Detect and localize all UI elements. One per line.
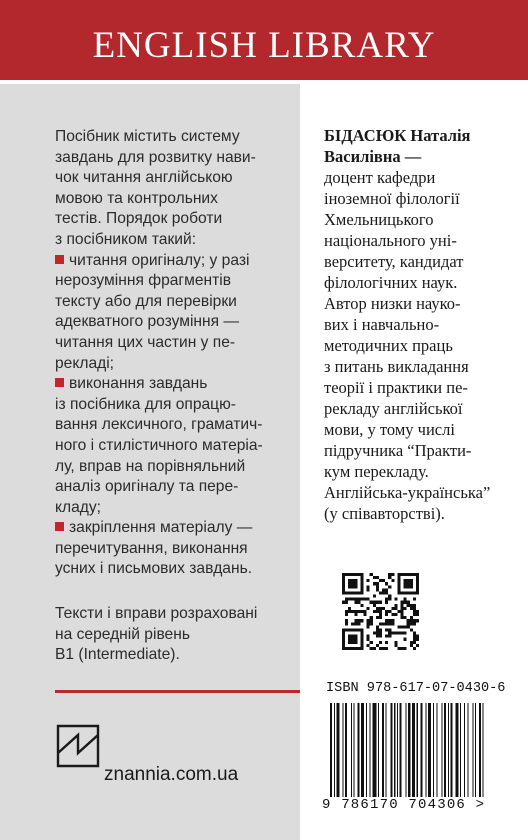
bio-line: з питань викладання [324,357,469,376]
barcode-icon [330,703,510,797]
bio-line: національного уні- [324,231,457,250]
text-line: мовою та контрольних [55,189,218,207]
level-paragraph [55,604,300,666]
description-text [55,127,300,666]
bio-line: Автор низки науко- [324,294,461,313]
bullet-item-3 [55,518,300,580]
bio-line: Англійська-українська” [324,483,491,502]
text-line: тестів. Порядок роботи [55,210,223,228]
text-line: із посібника для опрацю- [55,395,237,413]
text-line: тексту або для перевірки [55,292,237,310]
isbn-label: ISBN 978-617-07-0430-6 [326,681,506,696]
bio-line: іноземної філології [324,189,460,208]
bullet-square-icon [55,522,64,531]
publisher-website: znannia.com.ua [104,764,239,785]
bio-line: методичних праць [324,336,453,355]
header-banner [0,0,528,82]
bullet-square-icon [55,378,64,387]
bio-line: мови, у тому числі [324,420,455,439]
bio-line: Хмельницького [324,210,434,229]
text-line: вання лексичного, граматич- [55,416,263,434]
author-name: БІДАСЮК Наталія [324,126,471,145]
bio-line: доцент кафедри [324,168,436,187]
bio-line: філологічних наук. [324,273,458,292]
bullet-item-2 [55,374,300,518]
znannia-logo-icon [55,723,101,769]
author-bio [324,125,528,524]
text-line: читання оригіналу; у разі [69,251,250,269]
bio-line: кум перекладу. [324,462,429,481]
text-line: з посібником такий: [55,230,197,248]
qr-code-icon [342,573,419,650]
bio-line: вих і навчально- [324,315,440,334]
text-line: виконання завдань [69,375,208,393]
left-divider [55,690,300,693]
bio-line: теорії і практики пе- [324,378,468,397]
intro-paragraph [55,127,300,251]
text-line: усних і письмових завдань. [55,560,253,578]
text-line: аналіз оригіналу та пере- [55,478,239,496]
bio-line: верситету, кандидат [324,252,464,271]
text-line: B1 (Intermediate). [55,646,180,664]
text-line: рекладі; [55,354,115,372]
text-line: читання цих частин у пе- [55,333,236,351]
text-line: закріплення матеріалу — [69,519,253,537]
bio-line: підручника “Практи- [324,441,472,460]
series-title: ENGLISH LIBRARY [92,25,436,66]
bullet-square-icon [55,255,64,264]
bio-line: (у співавторстві). [324,504,445,523]
text-line: лу, вправ на порівняльний [55,457,246,475]
text-line: завдань для розвитку нави- [55,148,256,166]
text-line: кладу; [55,498,101,516]
text-line: нерозуміння фрагментів [55,272,231,290]
text-line: на середній рівень [55,625,190,643]
text-line: ного і стилістичного матеріа- [55,436,263,454]
text-line: адекватного розуміння — [55,313,240,331]
text-line: Тексти і вправи розраховані [55,605,258,623]
bullet-item-1 [55,251,300,375]
text-line: чок читання англійською [55,169,233,187]
bio-line: рекладу англійської [324,399,463,418]
text-line: перечитування, виконання [55,539,248,557]
author-name: Василівна — [324,147,422,166]
barcode-digits: 9 786170 704306 > [322,797,486,813]
text-line: Посібник містить систему [55,128,240,145]
